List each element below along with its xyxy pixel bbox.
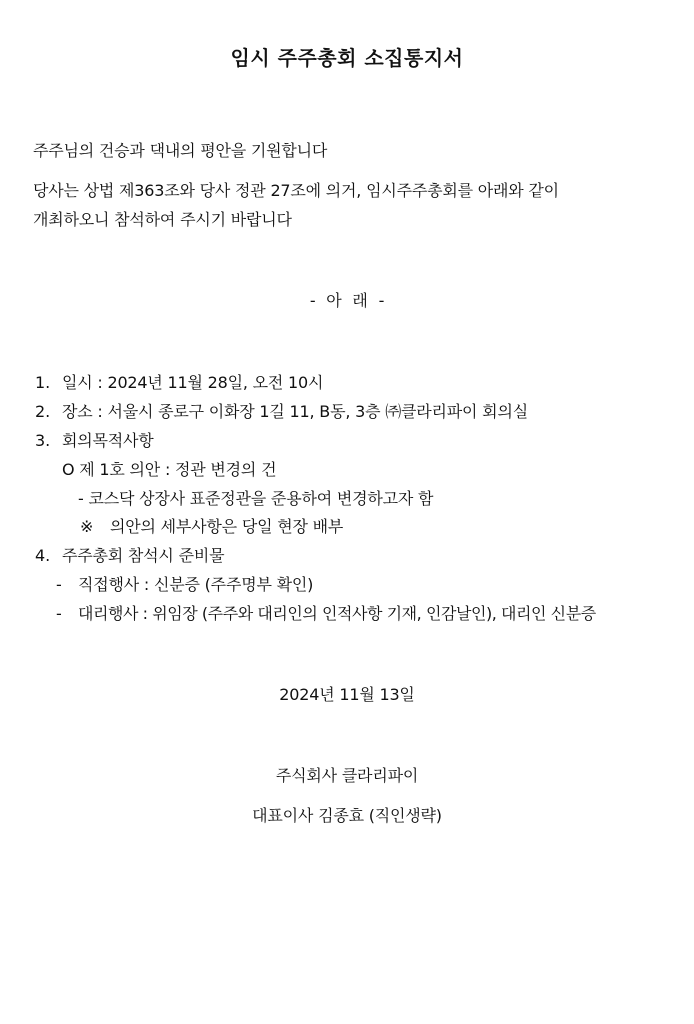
agenda-note: 의안의 세부사항은 당일 현장 배부: [110, 517, 344, 536]
intro-line-1: 당사는 상법 제363조와 당사 정관 27조에 의거, 임시주주총회를 아래와 같이: [33, 181, 559, 200]
prep-dash-1: -: [56, 575, 62, 594]
item-text-3: 회의목적사항: [62, 431, 154, 450]
document-title: 임시 주주총회 소집통지서: [230, 46, 464, 70]
item-text-2: 장소 : 서울시 종로구 이화장 1길 11, B동, 3층 ㈜클라리파이 회의실: [62, 402, 528, 421]
item-number-3: 3.: [35, 431, 51, 450]
prep-proxy: 대리행사 : 위임장 (주주와 대리인의 인적사항 기재, 인감날인), 대리인 신분증: [78, 604, 596, 623]
notice-date: 2024년 11월 13일: [279, 685, 415, 704]
agenda-sub: - 코스닥 상장사 표준정관을 준용하여 변경하고자 함: [78, 489, 434, 508]
item-number-4: 4.: [35, 546, 51, 565]
company-name: 주식회사 클라리파이: [275, 766, 419, 785]
prep-dash-2: -: [56, 604, 62, 623]
note-mark: ※: [80, 517, 94, 536]
prep-direct: 직접행사 : 신분증 (주주명부 확인): [78, 575, 314, 594]
item-text-1: 일시 : 2024년 11월 28일, 오전 10시: [62, 373, 324, 392]
item-text-4: 주주총회 참석시 준비물: [62, 546, 225, 565]
greeting-text: 주주님의 건승과 댁내의 평안을 기원합니다: [33, 141, 328, 160]
item-number-1: 1.: [35, 373, 51, 392]
item-number-2: 2.: [35, 402, 51, 421]
agenda-item: O 제 1호 의안 : 정관 변경의 건: [62, 460, 277, 479]
representative-name: 대표이사 김종효 (직인생략): [252, 806, 442, 825]
intro-line-2: 개최하오니 참석하여 주시기 바랍니다: [33, 210, 292, 229]
separator-heading: - 아 래 -: [309, 291, 385, 310]
